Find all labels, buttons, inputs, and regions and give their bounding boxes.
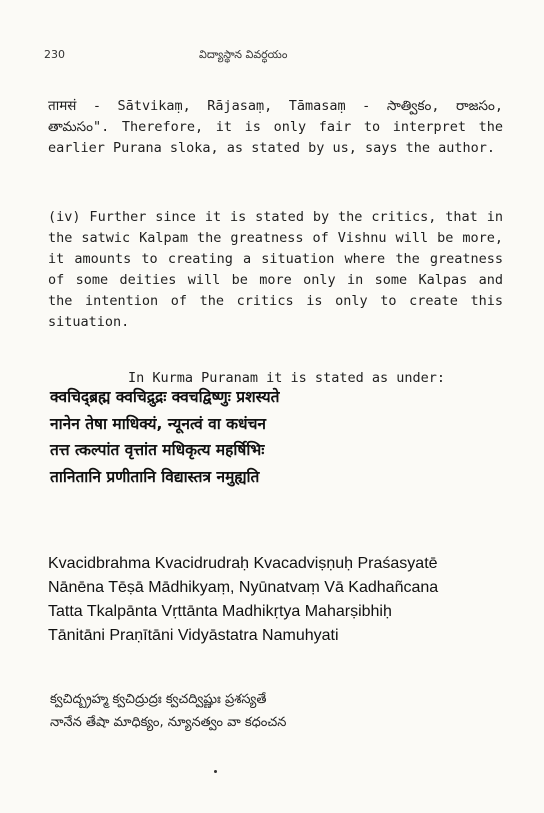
sloka-transliteration-line: Tānitāni Praṇītāni Vidyāstatra Namuhyati (48, 627, 339, 644)
sloka-transliteration-line: Tatta Tkalpānta Vṛttānta Madhikṛtya Maharṣibhiḥ (48, 603, 392, 620)
sloka-transliteration-line: Nānēna Tēṣā Mādhikyaṃ, Nyūnatvaṃ Vā Kadhañcana (48, 579, 439, 596)
paragraph-kurma-intro: In Kurma Puranam it is stated as under: (128, 370, 445, 386)
sloka-telugu (50, 688, 510, 734)
sloka-devanagari-line: क्वचिद्ब्रह्म क्वचिद्रुद्रः क्वचद्विष्णुः प्रशस्यते (50, 388, 280, 406)
sloka-devanagari-line: तत्त त्कल्पांत वृत्तांत मधिकृत्य महर्षिभिः (50, 441, 265, 459)
sloka-devanagari (50, 386, 510, 488)
sloka-devanagari-line: तानितानि प्रणीतानि विद्यास्तत्र नमुह्यति (50, 467, 260, 486)
sloka-telugu-line: క్వచిద్బ్రహ్మ క్వచిద్రుద్రః క్వచద్విష్ణుః ప్రశస్యతే (50, 692, 267, 707)
sloka-telugu-line: నానేన తేషా మాధిక్యం, న్యూనత్వం వా కధంచన (50, 715, 287, 730)
page-number: 230 (44, 48, 65, 61)
sloka-devanagari-line: नानेन तेषा माधिक्यं, न्यूनत्वं वा कधंचन (50, 414, 267, 433)
paragraph-point-iv: (iv) Further since it is stated by the critics, that in the satwic Kalpam the greatness of Vishnu will be more, it amounts to creating a situation where the greatness of some deities will be more only in some Kalpas and the intention of the critics is only to create this situation. (48, 209, 503, 330)
sloka-transliteration (48, 552, 508, 648)
page-mark-dot (214, 770, 217, 773)
paragraph-conclusion: तामसं - Sātvikaṃ, Rājasaṃ, Tāmasaṃ - సాత్వికం, రాజసం, తామసం". Therefore, it is only fair to interpret the earlier Purana sloka, as stated by us, says the author. (48, 98, 503, 156)
sloka-transliteration-line: Kvacidbrahma Kvacidrudraḥ Kvacadviṣṇuḥ Praśasyatē (48, 555, 438, 572)
running-title: విద్యాస్థాన వివర్ధయం (199, 48, 288, 61)
